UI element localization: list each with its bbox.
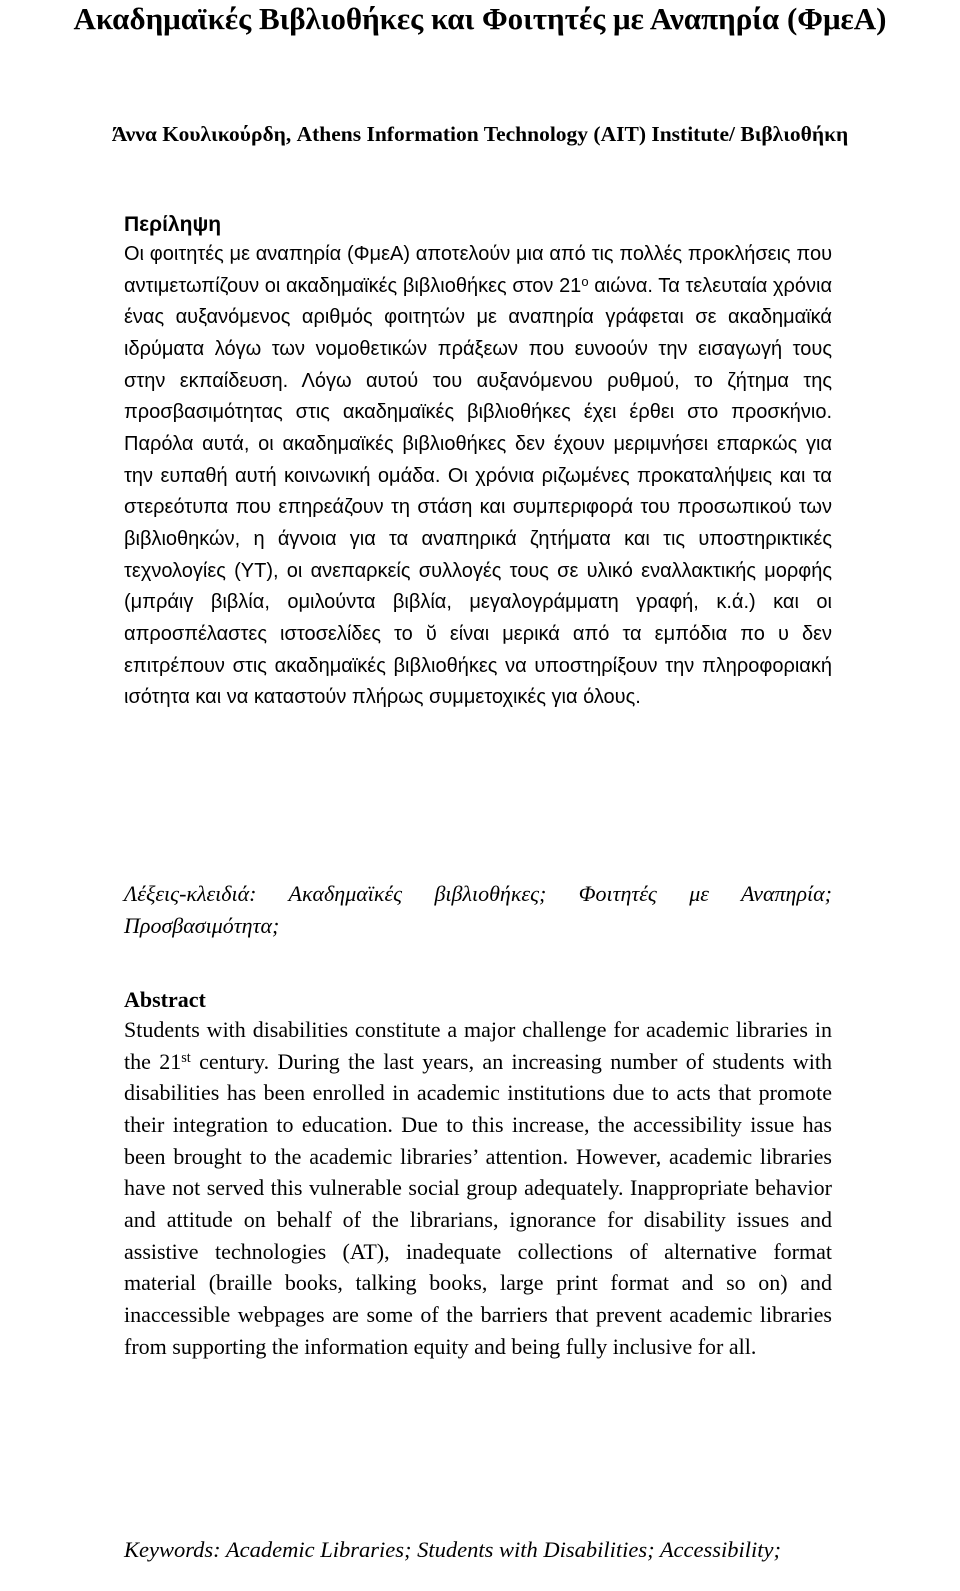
greek-abstract-text-part1: Οι φοιτητές με αναπηρία (ΦμεΑ) αποτελούν μια από τις πολλές προκλήσεις που αντιμετωπίζουν οι ακαδημαϊκές βιβλιοθήκες στον 21 <box>124 243 832 297</box>
english-abstract-section <box>124 986 832 1362</box>
greek-keywords: Λέξεις-κλειδιά: Ακαδημαϊκές βιβλιοθήκες; Φοιτητές με Αναπηρία; Προσβασιμότητα; <box>124 881 832 938</box>
greek-abstract-text-part2: αιώνα. Τα τελευταία χρόνια ένας αυξανόμενος αριθμός φοιτητών με αναπηρία γράφεται σε ακαδημαϊκά ιδρύματα λόγω των νομοθετικών πράξεων που ευνοούν την εισαγωγή τους στην εκπαίδευση. Λόγω αυτού του αυξανόμενου ρυθμού, το ζήτημα της προσβασιμότητας στις ακαδημαϊκές βιβλιοθήκες έχει έρθει στο προσκήνιο. Παρόλα αυτά, οι ακαδημαϊκές βιβλιοθήκες δεν έχουν μεριμνήσει επαρκώς για την ευπαθή αυτή κοινωνική ομάδα. Οι χρόνια ριζωμένες προκαταλήψεις και τα στερεότυπα που επηρεάζουν τη στάση και συμπεριφορά του προσωπικού των βιβλιοθηκών, η άγνοια για τα αναπηρικά ζητήματα και τις υποστηρικτικές τεχνολογίες (ΥΤ), οι ανεπαρκείς συλλογές τους σε υλικό εναλλακτικής μορφής (μπράιγ βιβλία, ομιλούντα βιβλία, μεγαλογράμματη γραφή, κ.ά.) και οι απροσπέλαστες ιστοσελίδες το ῠ είναι μερικά από τα εμπόδια πο υ δεν επιτρέπουν στις ακαδημαϊκές βιβλιοθήκες να υποστηρίξουν την πληροφοριακή ισότητα και να καταστούν πλήρως συμμετοχικές για όλους. <box>124 274 833 709</box>
english-keywords-section <box>124 1534 832 1566</box>
greek-abstract-section <box>124 211 832 714</box>
author-affiliation: Άννα Κουλικούρδη, Athens Information Technology (AIT) Institute/ Βιβλιοθήκη <box>111 122 849 146</box>
greek-abstract-heading: Περίληψη <box>124 213 222 236</box>
greek-abstract-ordinal-sup: ο <box>581 273 589 289</box>
greek-keywords-section <box>124 878 832 941</box>
english-keywords: Keywords: Academic Libraries; Students with Disabilities; Accessibility; <box>124 1537 782 1562</box>
english-abstract-heading: Abstract <box>124 987 206 1012</box>
greek-abstract-text <box>124 239 832 714</box>
english-abstract-text <box>124 1014 832 1362</box>
paper-title: Ακαδημαϊκές Βιβλιοθήκες και Φοιτητές με Αναπηρία (ΦμεΑ) <box>73 1 887 36</box>
english-abstract-text-part2: century. During the last years, an increasing number of students with disabilities has been enrolled in academic institutions due to acts that promote their integration to education. Due to this increase, the accessibility issue has been brought to the academic libraries’ attention. However, academic libraries have not served this vulnerable social group adequately. Inappropriate behavior and attitude on behalf of the librarians, ignorance for disability issues and assistive technologies (AT), inadequate collections of alternative format material (braille books, talking books, large print format and so on) and inaccessible webpages are some of the barriers that prevent academic libraries from supporting the information equity and being fully inclusive for all. <box>124 1048 832 1359</box>
english-abstract-text-part1: Students with disabilities constitute a major challenge for academic libraries in the 21 <box>124 1017 832 1074</box>
english-abstract-ordinal-sup: st <box>181 1050 191 1067</box>
